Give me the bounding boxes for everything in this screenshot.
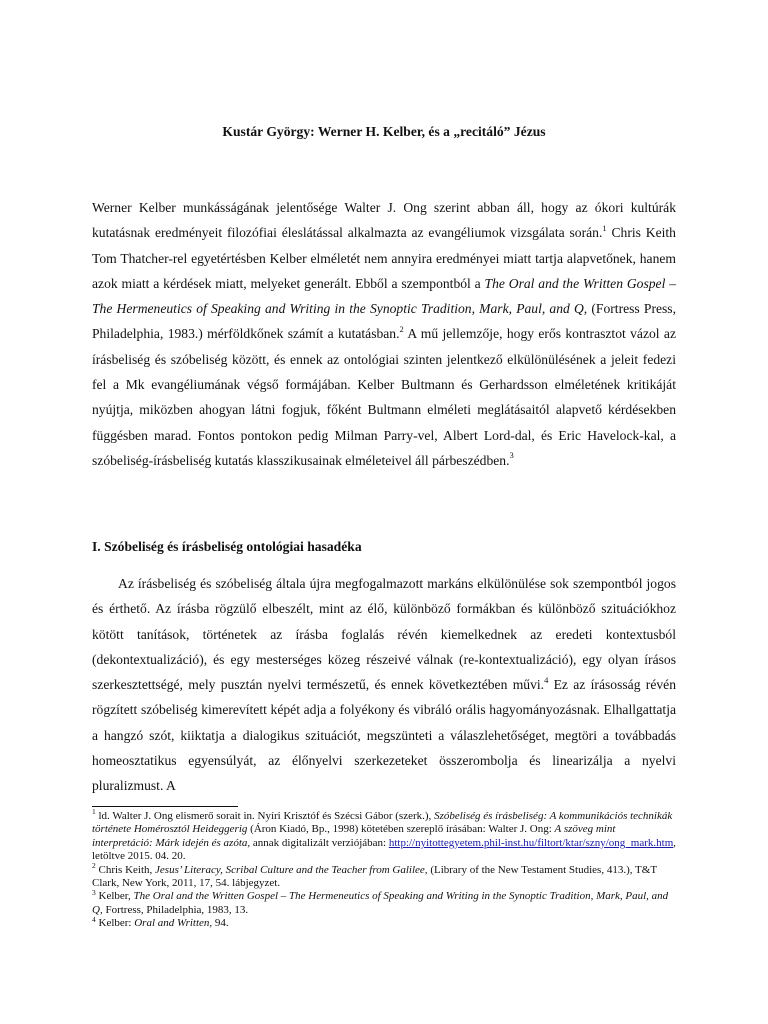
footnote-link[interactable]: http://nyitottegyetem.phil-inst.hu/filtort/ktar/szny/ong_mark.htm: [388, 836, 674, 849]
footnote-ref-1[interactable]: 1: [602, 222, 607, 233]
footnote-ref-4[interactable]: 4: [544, 674, 549, 685]
footnote-text: Fortress, Philadelphia, 1983, 13.: [102, 903, 249, 916]
intro-text-b: Chris Keith Tom Thatcher-rel egyetértésben Kelber elméletét nem annyira eredményei miatt tartja alapvetőnek, hanem azok miatt a kérdések miatt, melyeket generált. Ebből a szempontból a: [92, 225, 676, 291]
section-heading: I. Szóbeliség és írásbeliség ontológiai hasadéka: [92, 539, 362, 554]
footnote-number: 1: [92, 807, 96, 817]
footnote-ref-2[interactable]: 2: [399, 323, 404, 334]
intro-text-d: A mű jellemzője, hogy erős kontrasztot vázol az írásbeliség és szóbeliség között, és ennek az ontológiai szinten jelentkező elkülönülésének a jeleit fedezi fel a Mk evangéliumának végső formájában. Kelber Bultmann és Gerhardsson elméletének kritikáját nyújtja, miközben ahogyan látni fogjuk, főként Bultmann elméleti meglátásaitól alapvető kérdésekben függésben marad. Fontos pontokon pedig Milman Parry-vel, Albert Lord-dal, és Eric Havelock-kal, a szóbeliség-írásbeliség kutatás klasszikusainak elméleteivel áll párbeszédben.: [92, 326, 676, 468]
footnotes: [92, 807, 677, 931]
book-title: The Oral and the Written Gospel – The Hermeneutics of Speaking and Writing in the Synoptic Tradition, Mark, Paul, and Q,: [92, 275, 676, 317]
intro-text-a: Werner Kelber munkásságának jelentősége Walter J. Ong szerint abban áll, hogy az ókori kultúrák kutatásnak eredményeit filozófiai éleslátással alkalmazta az evangéliumok vizsgálata során.: [92, 200, 676, 241]
footnote-italic: A szöveg mint interpretáció: Márk idején és azóta,: [92, 823, 616, 849]
footnote-text: , letöltve 2015. 04. 20.: [92, 836, 677, 863]
footnote-1: [92, 807, 677, 864]
intro-text-c: (Fortress Press, Philadelphia, 1983.) mérföldkőnek számít a kutatásban.: [92, 301, 676, 342]
footnote-number: 4: [92, 914, 96, 924]
footnote-italic: Szóbeliség és írásbeliség: A kommunikációs technikák története Homérosztól Heideggerig: [92, 810, 673, 836]
footnote-text: (Áron Kiadó, Bp., 1998) kötetében szereplő írásában: Walter J. Ong:: [247, 823, 555, 836]
document-title: Kustár György: Werner H. Kelber, és a „recitáló” Jézus: [222, 124, 546, 139]
footnote-text: (Library of the New Testament Studies, 413.), T&T Clark, New York, 2011, 17, 54. lábjegyzet.: [92, 863, 657, 890]
footnote-text: annak digitalizált verziójában:: [250, 836, 389, 849]
intro-paragraph: [92, 195, 676, 473]
footnote-text: Kelber:: [95, 917, 135, 930]
footnote-italic: Jesus’ Literacy, Scribal Culture and the Teacher from Galilee,: [155, 863, 428, 876]
section-text-a: Az írásbeliség és szóbeliség általa újra megfogalmazott markáns elkülönülése sok szempontból jogos és érthető. Az írásba rögzülő elbeszélt, mint az élő, különböző formákban és különböző szituációkhoz kötött tanítások, történetek az írásba foglalás révén kiemelkednek az eredeti kontextusból (dekontextualizáció), és egy mesterséges közeg részeivé válnak (re-kontextualizáció), egy olyan írásos szerkesztettségé, mely pusztán nyelvi természetű, és ennek következtében művi.: [92, 576, 676, 693]
footnote-2: [92, 860, 676, 891]
footnote-text: 94.: [212, 917, 229, 930]
footnote-number: 2: [92, 860, 96, 870]
section-text-b: Ez az írásosság révén rögzített szóbeliség kimerevített képét adja a folyékony és vibráló orális hagyományozásnak. Elhallgattatja a hangzó szót, kiiktatja a dialogikus szituációt, megszünteti a válaszlehetőséget, megtöri a továbbadás homeosztatikus egyensúlyát, az élőnyelvi szerkezeteket összerombolja és linearizálja a nyelvi pluralizmust. A: [92, 677, 676, 794]
footnote-italic: Oral and Written,: [134, 917, 213, 930]
footnote-3: [92, 887, 676, 917]
section-paragraph: [92, 571, 676, 799]
footnote-text: ld. Walter J. Ong elismerő sorait in. Nyíri Krisztóf és Szécsi Gábor (szerk.),: [95, 810, 435, 822]
footnote-text: Kelber,: [95, 890, 134, 903]
footnote-text: Chris Keith,: [95, 863, 156, 876]
footnote-italic: The Oral and the Written Gospel – The Hermeneutics of Speaking and Writing in the Synoptic Tradition, Mark, Paul, and Q,: [92, 890, 669, 916]
footnote-ref-3[interactable]: 3: [509, 450, 514, 461]
footnote-4: [92, 914, 676, 930]
footnote-separator: [92, 806, 238, 807]
footnote-number: 3: [92, 887, 96, 897]
